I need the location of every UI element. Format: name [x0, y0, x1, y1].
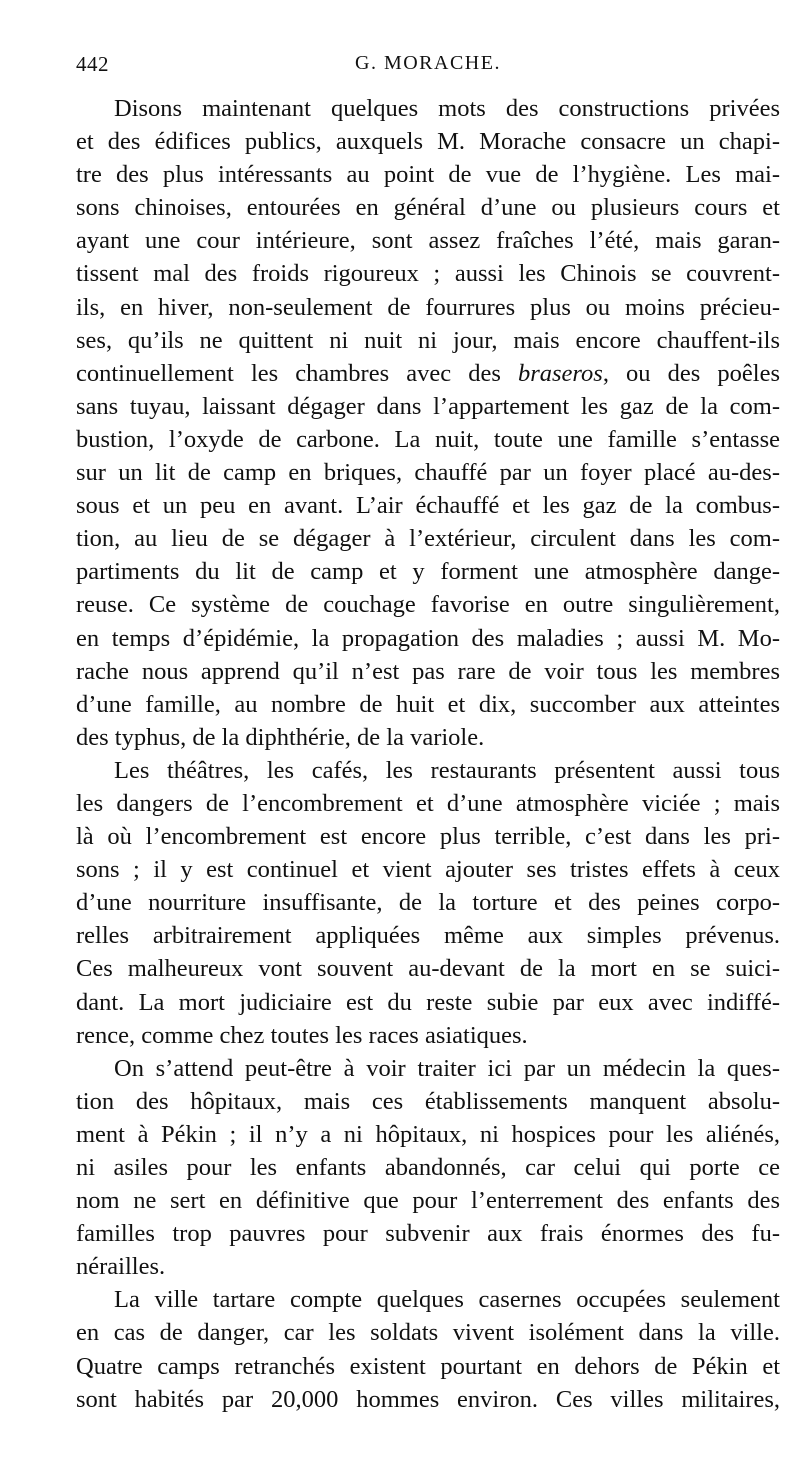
text-line: tre des plus intéressants au point de vue de l’hygiène. Les mai-: [76, 161, 780, 189]
text-line: Les théâtres, les cafés, les restaurants présentent aussi tous: [114, 756, 780, 784]
text-line: sons ; il y est continuel et vient ajouter ses tristes effets à ceux: [76, 856, 780, 884]
text-segment: , ou des poêles: [602, 359, 781, 387]
text-line: bustion, l’oxyde de carbone. La nuit, toute une famille s’entasse: [76, 425, 780, 453]
text-line: La ville tartare compte quelques casernes occupées seulement: [114, 1286, 780, 1314]
text-line: en temps d’épidémie, la propagation des maladies ; aussi M. Mo-: [76, 624, 780, 652]
text-line: sont habités par 20,000 hommes environ. Ces villes militaires,: [76, 1385, 780, 1413]
text-line: ment à Pékin ; il n’y a ni hôpitaux, ni hospices pour les aliénés,: [76, 1120, 780, 1148]
text-line: là où l’encombrement est encore plus terrible, c’est dans les pri-: [76, 823, 780, 851]
text-line: les dangers de l’encombrement et d’une atmosphère viciée ; mais: [76, 789, 780, 817]
text-line: en cas de danger, car les soldats vivent isolément dans la ville.: [76, 1319, 780, 1347]
text-line: nérailles.: [76, 1253, 166, 1281]
text-line: tion, au lieu de se dégager à l’extérieur, circulent dans les com-: [76, 525, 780, 553]
text-line: rence, comme chez toutes les races asiatiques.: [76, 1021, 528, 1049]
body-text: [76, 92, 780, 1416]
text-line: et des édifices publics, auxquels M. Morache consacre un chapi-: [76, 128, 780, 156]
text-line: ayant une cour intérieure, sont assez fraîches l’été, mais garan-: [76, 227, 780, 255]
text-line: Quatre camps retranchés existent pourtant en dehors de Pékin et: [76, 1352, 780, 1380]
text-line: tissent mal des froids rigoureux ; aussi les Chinois se couvrent-: [76, 260, 780, 288]
page-header: [76, 52, 780, 82]
running-head: G. MORACHE.: [355, 52, 501, 74]
text-line: Ces malheureux vont souvent au-devant de la mort en se suici-: [76, 955, 780, 983]
text-line: rache nous apprend qu’il n’est pas rare de voir tous les membres: [76, 657, 780, 685]
text-line: tion des hôpitaux, mais ces établissements manquent absolu-: [76, 1087, 780, 1115]
text-line: d’une nourriture insuffisante, de la torture et des peines corpo-: [76, 889, 780, 917]
text-line: dant. La mort judiciaire est du reste subie par eux avec indiffé-: [76, 988, 780, 1016]
text-line: ni asiles pour les enfants abandonnés, car celui qui porte ce: [76, 1154, 780, 1181]
text-line-with-italic: [76, 357, 780, 390]
text-line: On s’attend peut-être à voir traiter ici par un médecin la ques-: [114, 1054, 780, 1082]
text-line: reuse. Ce système de couchage favorise en outre singulièrement,: [76, 591, 780, 619]
italic-word: braseros: [517, 359, 603, 387]
text-line: d’une famille, au nombre de huit et dix, succomber aux atteintes: [76, 690, 780, 718]
text-line: sans tuyau, laissant dégager dans l’appartement les gaz de la com-: [76, 392, 780, 420]
text-line: familles trop pauvres pour subvenir aux frais énormes des fu-: [76, 1220, 780, 1248]
text-line: relles arbitrairement appliquées même aux simples prévenus.: [76, 922, 780, 950]
text-line: sur un lit de camp en briques, chauffé par un foyer placé au-des-: [76, 459, 780, 487]
text-line: partiments du lit de camp et y forment une atmosphère dange-: [76, 558, 780, 586]
text-line: nom ne sert en définitive que pour l’enterrement des enfants des: [76, 1187, 780, 1215]
text-line: ils, en hiver, non-seulement de fourrures plus ou moins précieu-: [76, 293, 780, 321]
text-line: sous et un peu en avant. L’air échauffé et les gaz de la combus-: [76, 492, 780, 520]
text-line: sons chinoises, entourées en général d’une ou plusieurs cours et: [76, 194, 780, 222]
text-line: ses, qu’ils ne quittent ni nuit ni jour, mais encore chauffent-ils: [76, 326, 780, 354]
text-segment: continuellement les chambres avec des: [76, 359, 501, 387]
text-line: Disons maintenant quelques mots des constructions privées: [114, 95, 780, 122]
page-number: 442: [76, 52, 109, 76]
text-line: des typhus, de la diphthérie, de la variole.: [76, 723, 485, 751]
